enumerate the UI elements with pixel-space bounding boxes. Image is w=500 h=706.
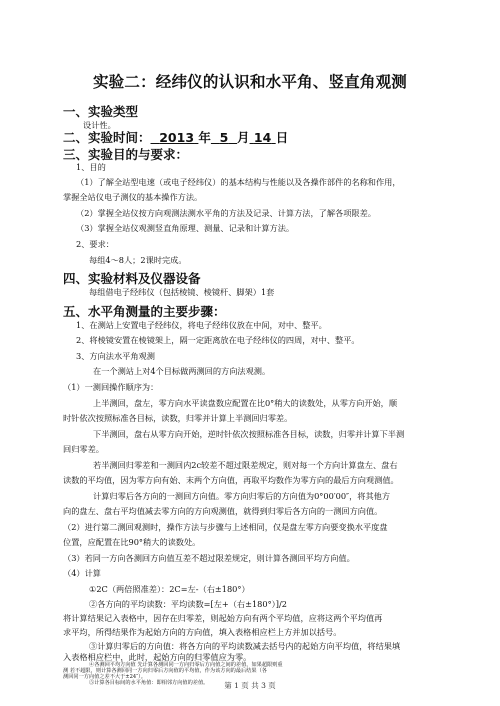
time-month-unit: 月 [237,130,250,145]
calc-2: ②各方向的平均读数：平均读数=[左+（右±180°）]/2 [89,599,287,609]
section-3-sub-1: 1、目的 [76,162,106,172]
proc-1-para3-line2: 读数的平均值，因为零方向有始、末两个方向值，再取平均数作为零方向的最后方向观测值。 [63,475,399,485]
section-4-body: 每组借电子经纬仪（包括棱镜、棱镜杆、脚架）1套 [89,287,275,297]
section-5-heading: 五、水平角测量的主要步骤： [63,304,226,319]
time-year-unit: 年 [198,130,211,145]
calc-4-line2-text: 测 若不超限，则计算各测回同一方向归零后方向值的平均值，作为该方向的最后结果（各 [63,668,267,674]
section-3-p2: （2）掌握全站仪按方向观测法测水平角的方法及记录、计算方法，了解各项限差。 [76,208,376,218]
calc-2-line2: 将计算结果记入表格中，因存在归零差，则起始方向有两个平均值，应将这两个平均值再 [63,613,383,623]
calc-2-line3: 求平均，所得结果作为起始方向的方向值，填入表格相应栏上方并加以括号。 [63,627,342,637]
proc-1-para3-line1: 若半测回归零差和一测回内2c较差不超过限差规定，则对每一个方向计算盘左、盘右 [93,460,398,470]
proc-1-para4-line1: 计算归零后各方向的一测回方向值。零方向归零后的方向值为0°00′00″，将其他方 [93,491,391,501]
proc-1-para2-line1: 下半测回，盘右从零方向开始，逆时针依次按照标准各目标，读数，归零并计算下半测 [93,429,405,439]
calc-3-line1: ③计算归零后的方向值：将各方向的平均读数减去括号内的起始方向平均值，将结果填 [89,641,401,651]
page-footer: 第 1 页 共 3 页 [224,681,276,690]
proc-3: （3）若同一方向各测回方向值互差不超过限差规定，则计算各测回平均方向值。 [63,553,355,563]
section-3-heading: 三、实验目的与要求： [63,147,189,162]
calc-3-line2: 入表格相应栏中，此时，起始方向的归零值应为零。 [63,652,252,662]
proc-1-heading: （1）一测回操作顺序为： [63,382,159,392]
step-2: 2、将棱镜安置在棱镜架上，隔一定距离放在电子经纬仪的四周，对中、整平。 [76,335,360,345]
proc-1-para1-line2: 时针依次按照标准各目标，读数，归零并计算上半测回归零差。 [63,413,293,423]
proc-1-para4-line2: 向的盘左、盘右平均值减去零方向的方向观测值，就得到归零后各方向的一测回方向值。 [63,506,383,516]
step-1: 1、在测站上安置电子经纬仪，将电子经纬仪放在中间，对中、整平。 [76,320,327,330]
section-4-heading: 四、实验材料及仪器设备 [63,271,201,286]
calc-1: ①2C（两倍照准差）：2C=左-（右±180°） [89,584,250,594]
section-3-requirement: 每组4～8人；2课时完成。 [89,255,187,265]
proc-2-line1: （2）进行第二测回观测时，操作方法与步骤与上述相同，仅是盘左零方向要变换水平度盘 [63,522,388,532]
section-3-p1-line2: 掌握全站仪电子测仪的基本操作方法。 [63,192,203,202]
step-3: 3、方向法水平角观测 [76,351,155,361]
calc-5-text: ⑤计算各目标间的水平角值：即相邻方向值的差值。 [89,680,209,686]
section-2-heading [63,128,288,146]
time-month: 5 [219,130,229,145]
time-year: 2013 [159,130,195,145]
section-1-body: 设计性。 [83,120,116,130]
time-day-unit: 日 [275,130,289,145]
section-3-p1-line1: （1）了解全站型电速（或电子经纬仪）的基本结构与性能以及各操作部件的名称和作用， [76,177,401,187]
proc-2-line2: 位置，应配置在比90°稍大的读数处。 [63,537,201,547]
section-3-p3: （3）掌握全站仪观测竖直角原理、测量、记录和计算方法。 [76,223,295,233]
proc-1-para2-line2: 回归零差。 [63,444,104,454]
time-day: 14 [253,130,272,145]
time-label: 二、实验时间： [63,130,151,145]
calc-4-block [63,662,443,686]
page-title: 实验二：经纬仪的认识和水平角、竖直角观测 [92,73,407,91]
section-3-sub-2: 2、要求： [76,239,114,249]
section-1-heading: 一、实验类型 [63,104,139,119]
proc-4: （4）计算 [63,568,101,578]
calc-4-line3-text: 测回同一方向值之差不大于±24″）。 [63,674,146,680]
proc-1-para1-line1: 上半测回，盘左，零方向水平读盘数应配置在比0°稍大的读数处，从零方向开始，顺 [93,398,398,408]
step-3-desc: 在一个测站上对4个目标做两测回的方向法观测。 [93,366,271,376]
calc-4-line1-text: ④各测回平均方向值 先计算各测回同一方向归零后方向值之间的差值，如果超限则重 [89,662,283,668]
